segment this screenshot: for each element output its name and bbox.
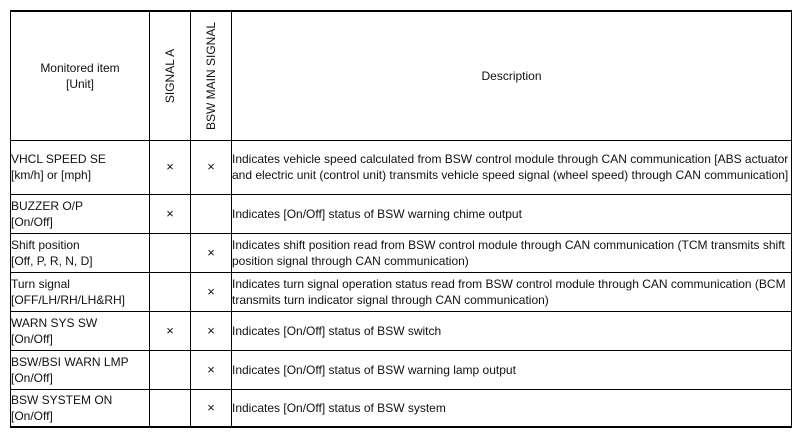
bsw-main-mark [191,194,232,233]
table-row [11,233,792,272]
monitored-item-header-label: Monitored item [40,60,120,75]
table-row [11,389,792,427]
item-cell [11,311,150,350]
description-cell: Indicates [On/Off] status of BSW switch [232,311,792,350]
item-cell [11,233,150,272]
description-cell: Indicates vehicle speed calculated from BSW control module through CAN communication [ABS actuator and electric unit (control unit) transmits vehicle speed signal (wheel speed) through CAN communication] [232,140,792,194]
signal-a-mark: × [150,311,191,350]
table-row [11,311,792,350]
bsw-main-mark: × [191,389,232,427]
description-cell: Indicates [On/Off] status of BSW system [232,389,792,427]
signal-a-mark: × [150,194,191,233]
bsw-main-mark: × [191,233,232,272]
table-row [11,194,792,233]
item-name: BSW SYSTEM ON [11,392,113,407]
bsw-main-signal-header-label: BSW MAIN SIGNAL [204,21,218,130]
item-cell [11,194,150,233]
item-unit: [Off, P, R, N, D] [11,253,93,268]
signal-a-mark [150,350,191,389]
monitored-item-header [11,11,150,140]
item-name: VHCL SPEED SE [11,152,106,166]
item-name: Turn signal [11,276,70,291]
description-cell: Indicates shift position read from BSW control module through CAN communication (TCM transmits shift position signal through CAN communication) [232,233,792,272]
item-cell [11,350,150,389]
item-unit: [OFF/LH/RH/LH&RH] [11,292,126,307]
signal-a-header [150,11,191,140]
bsw-main-signal-header [191,11,232,140]
bsw-main-mark: × [191,350,232,389]
item-unit: [On/Off] [11,408,53,423]
item-name: BSW/BSI WARN LMP [11,354,129,369]
item-name: WARN SYS SW [11,315,98,330]
table-row [11,272,792,311]
table-row [11,350,792,389]
monitored-item-header-unit: [Unit] [65,76,94,91]
description-header: Description [232,11,792,140]
bsw-main-mark: × [191,272,232,311]
monitored-items-table [10,10,792,428]
item-name: BUZZER O/P [11,198,84,213]
signal-a-mark: × [150,140,191,194]
item-unit: [km/h] or [mph] [11,168,92,182]
item-unit: [On/Off] [11,331,53,346]
signal-a-mark [150,272,191,311]
table-header-row [11,11,792,140]
bsw-main-mark: × [191,140,232,194]
description-cell: Indicates turn signal operation status read from BSW control module through CAN communication (BCM transmits turn indicator signal through CAN communication) [232,272,792,311]
table-row [11,140,792,194]
item-cell [11,140,150,194]
item-cell [11,272,150,311]
description-cell: Indicates [On/Off] status of BSW warning lamp output [232,350,792,389]
signal-a-mark [150,233,191,272]
item-unit: [On/Off] [11,370,53,385]
item-unit: [On/Off] [11,214,53,229]
signal-a-mark [150,389,191,427]
bsw-main-mark: × [191,311,232,350]
description-cell: Indicates [On/Off] status of BSW warning chime output [232,194,792,233]
item-name: Shift position [11,237,80,252]
item-cell [11,389,150,427]
signal-a-header-label: SIGNAL A [163,48,177,103]
